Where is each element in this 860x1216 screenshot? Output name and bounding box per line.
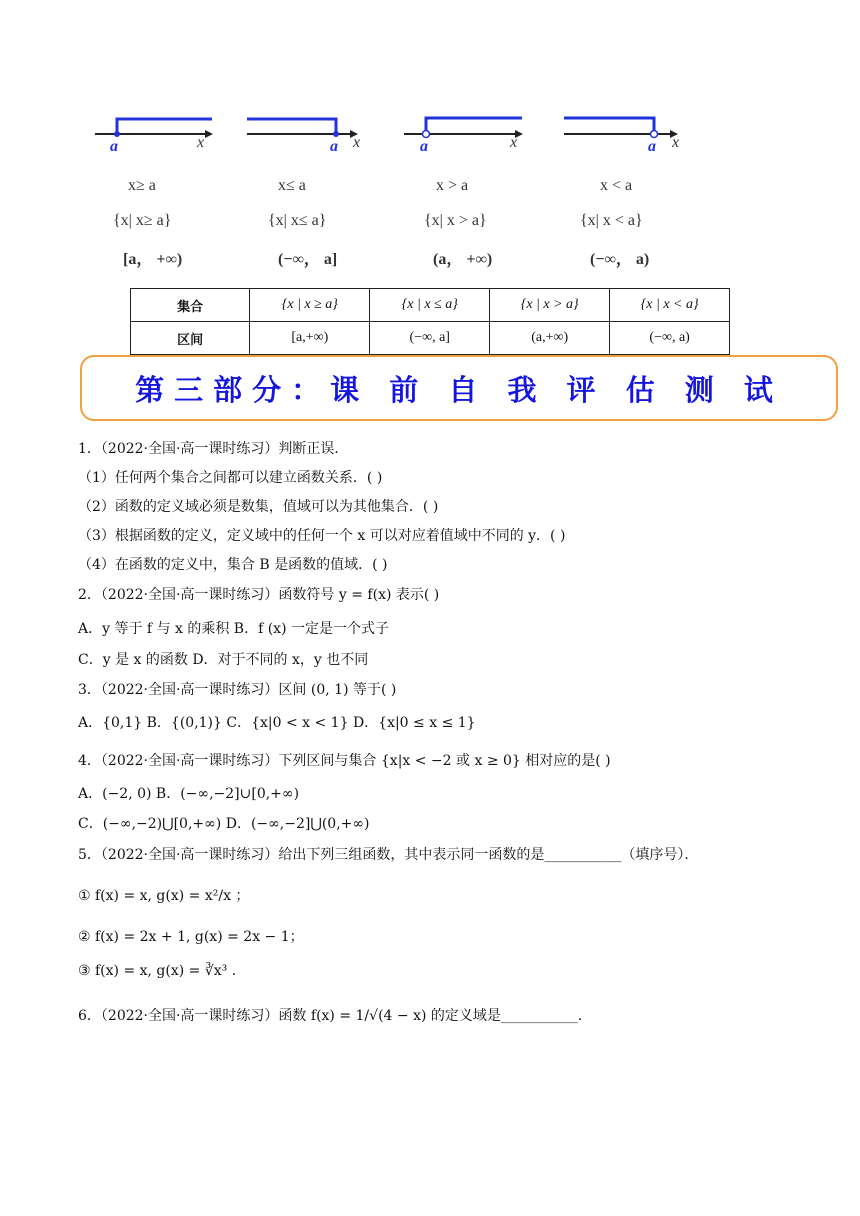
question-1-item-1: （1）任何两个集合之间都可以建立函数关系．( ) (78, 470, 383, 486)
question-2: 2．（2022·全国·高一课时练习）函数符号 y = f(x) 表示( ) (78, 587, 440, 603)
set-text: {x| x > a} (424, 212, 487, 229)
table-cell: {x | x < a} (610, 289, 730, 322)
interval-text: (a， +∞) (433, 251, 493, 268)
set-text: {x| x≥ a} (113, 212, 172, 229)
table-cell: (−∞, a) (610, 322, 730, 355)
inequality-text: x > a (436, 177, 469, 194)
question-5-item-3: ③ f(x) = x, g(x) = ∛x³ ． (78, 963, 246, 979)
axis-x-label: x (197, 134, 205, 151)
question-3: 3．（2022·全国·高一课时练习）区间 (0, 1) 等于( ) (78, 682, 397, 698)
point-a-label: a (420, 138, 428, 155)
number-line-diagrams (0, 100, 860, 160)
table-cell: [a,+∞) (250, 322, 370, 355)
question-1-item-2: （2）函数的定义域必须是数集，值域可以为其他集合．( ) (78, 499, 439, 515)
point-a-label: a (330, 138, 338, 155)
table-cell: 区间 (131, 322, 250, 355)
table-cell: {x | x > a} (490, 289, 610, 322)
point-a-label: a (110, 138, 118, 155)
set-text: {x| x < a} (580, 212, 643, 229)
question-2-options-ab: A．y 等于 f 与 x 的乘积 B．f (x) 一定是一个式子 (78, 621, 389, 637)
number-line-leq (247, 119, 358, 138)
number-line-gt (404, 118, 523, 138)
question-4: 4．（2022·全国·高一课时练习）下列区间与集合 {x|x < −2 或 x ≥ 0} 相对应的是( ) (78, 753, 611, 769)
set-interval-table (130, 288, 730, 355)
interval-text: [a， +∞) (123, 251, 183, 268)
point-a-label: a (648, 138, 656, 155)
question-1: 1．（2022·全国·高一课时练习）判断正误． (78, 441, 349, 457)
table-cell: (a,+∞) (490, 322, 610, 355)
table-cell: {x | x ≥ a} (250, 289, 370, 322)
table-cell: {x | x ≤ a} (370, 289, 490, 322)
axis-x-label: x (510, 134, 518, 151)
question-4-options-ab: A．(−2, 0) B．(−∞,−2]∪[0,+∞) (78, 786, 300, 802)
interval-text: (−∞， a) (590, 251, 650, 268)
section-banner (80, 355, 838, 421)
inequality-text: x≤ a (278, 177, 306, 194)
section-title: 第三部分：课 前 自 我 评 估 测 试 (135, 372, 783, 407)
table-cell: 集合 (131, 289, 250, 322)
question-5-item-2: ② f(x) = 2x + 1, g(x) = 2x − 1； (78, 929, 304, 945)
set-text: {x| x≤ a} (268, 212, 327, 229)
question-5-item-1: ① f(x) = x, g(x) = x²/x ； (78, 888, 250, 904)
question-6: 6．（2022·全国·高一课时练习）函数 f(x) = 1/√(4 − x) 的定义域是___________． (78, 1008, 592, 1024)
inequality-text: x≥ a (128, 177, 156, 194)
question-1-item-4: （4）在函数的定义中，集合 B 是函数的值域．( ) (78, 557, 388, 573)
question-4-options-cd: C．(−∞,−2)⋃[0,+∞) D．(−∞,−2]⋃(0,+∞) (78, 816, 370, 832)
interval-text: (−∞， a] (278, 251, 338, 268)
axis-x-label: x (672, 134, 680, 151)
question-3-options: A．{0,1} B．{(0,1)} C．{x|0 < x < 1} D．{x|0 ≤ x ≤ 1} (78, 715, 476, 731)
question-2-options-cd: C．y 是 x 的函数 D．对于不同的 x，y 也不同 (78, 652, 369, 668)
number-line-lt (564, 118, 678, 138)
axis-x-label: x (353, 134, 361, 151)
table-cell: (−∞, a] (370, 322, 490, 355)
table-row (131, 322, 730, 355)
number-line-geq (95, 119, 213, 138)
table-row (131, 289, 730, 322)
question-1-item-3: （3）根据函数的定义，定义域中的任何一个 x 可以对应着值域中不同的 y．( ) (78, 528, 566, 544)
inequality-text: x < a (600, 177, 633, 194)
question-5: 5．（2022·全国·高一课时练习）给出下列三组函数，其中表示同一函数的是___________（填序号）． (78, 847, 699, 863)
